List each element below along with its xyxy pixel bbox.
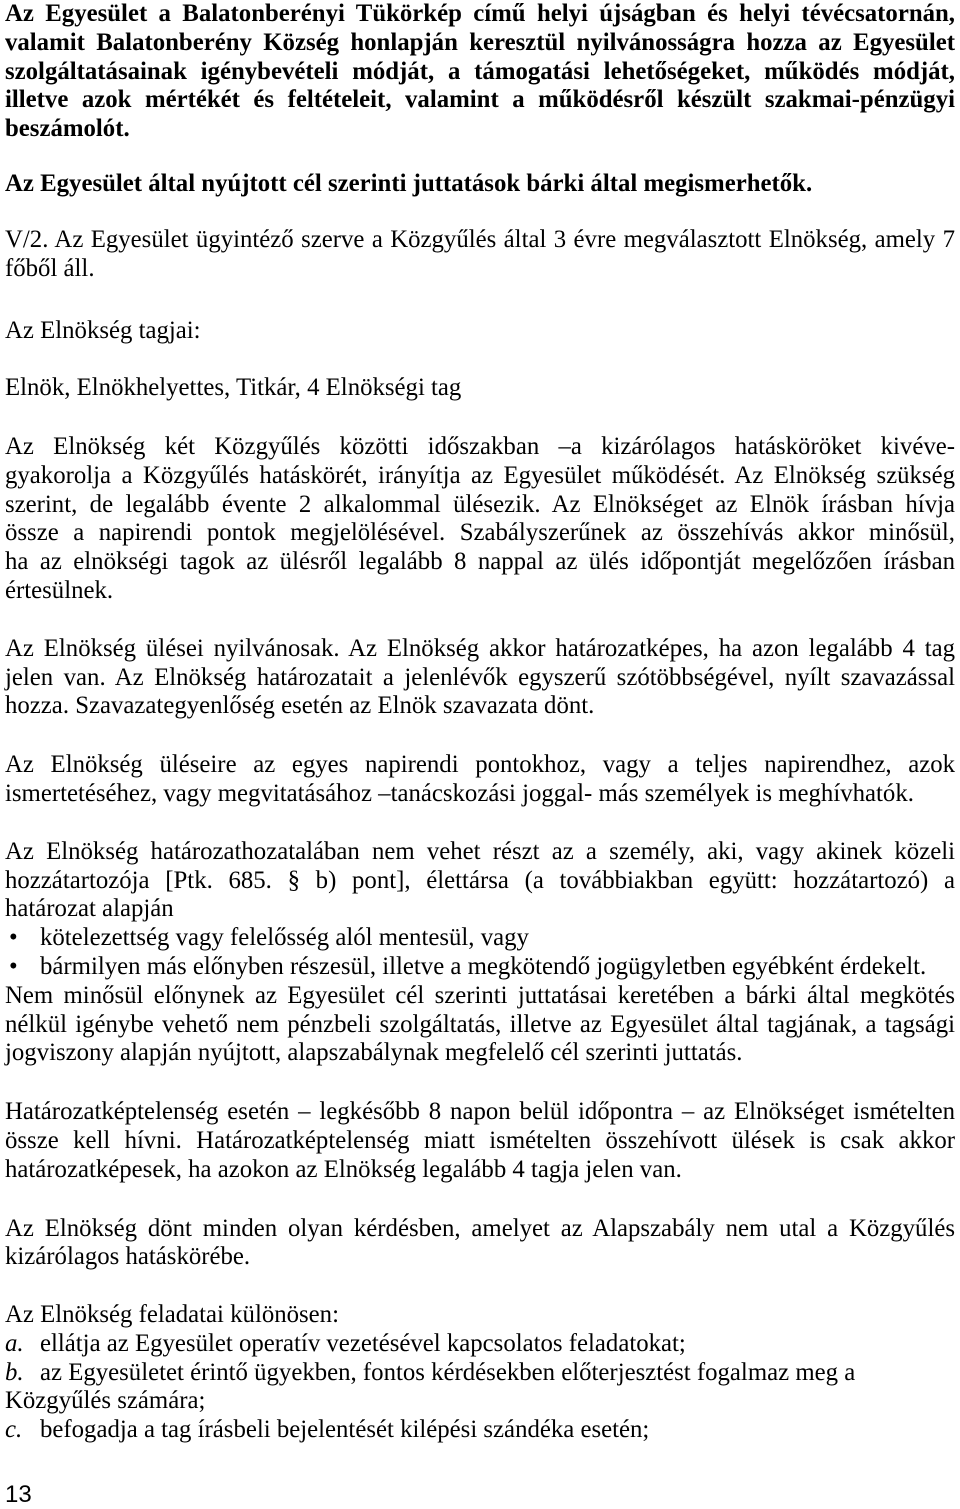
paragraph-line: értesülnek. bbox=[5, 576, 114, 604]
paragraph-line: főből áll. bbox=[5, 254, 95, 282]
paragraph-line: Az Elnökség üléseire az egyes napirendi pontokhoz, vagy a teljes napirendhez, azok bbox=[5, 751, 955, 779]
board-meetings-paragraph bbox=[5, 635, 955, 721]
paragraph-line: Az Egyesület által nyújtott cél szerinti juttatások bárki által megismerhetők. bbox=[5, 169, 813, 197]
board-powers-paragraph bbox=[5, 433, 955, 606]
paragraph-line: valamit Balatonberény Község honlapján keresztül nyilvánosságra hozza az Egyesület bbox=[5, 28, 955, 56]
paragraph-line: Nem minősül előnynek az Egyesület cél szerinti juttatásai keretében a bárki által megkötés bbox=[5, 981, 955, 1009]
paragraph-line: hozza. Szavazategyenlőség esetén az Elnök szavazata dönt. bbox=[5, 692, 595, 720]
paragraph-line: hozzátartozója [Ptk. 685. § b) pont], élettársa (a továbbiakban együtt: hozzátartozó) a bbox=[5, 866, 955, 894]
paragraph-line: nélkül igénybe vehető nem pénzbeli szolgáltatás, illetve az Egyesület által tagjának, a tagsági bbox=[5, 1010, 955, 1038]
paragraph-line: össze a napirendi pontok megjelölésével. Szabályszerűnek az összehívás akkor minősül, bbox=[5, 519, 955, 547]
paragraph-line: Határozatképtelenség esetén – legkésőbb 8 napon belül időpontra – az Elnökséget ismételten bbox=[5, 1098, 955, 1126]
paragraph-line: ha az elnökségi tagok az ülésről legalább 8 nappal az ülés időpontját megelőzően írásban bbox=[5, 548, 955, 576]
task-text: az Egyesületet érintő ügyekben, fontos kérdésekben előterjesztést fogalmaz meg a bbox=[40, 1358, 856, 1386]
board-members-list bbox=[5, 374, 955, 403]
bullet-list bbox=[5, 924, 955, 982]
paragraph-line: jelen van. Az Elnökség határozatait a jelenlévők egyszerű szótöbbségével, nyílt szavazással bbox=[5, 663, 955, 691]
list-marker: a. bbox=[5, 1329, 24, 1357]
paragraph-line: kizárólagos hatáskörébe. bbox=[5, 1243, 251, 1271]
paragraph-line: Az Elnökség két Közgyűlés közötti időszakban –a kizárólagos hatásköröket kivéve- bbox=[5, 432, 955, 460]
bullet-list-item bbox=[5, 953, 955, 982]
paragraph-line: Az Elnökség határozathozatalában nem vehet részt az a személy, aki, vagy akinek közeli bbox=[5, 837, 955, 865]
non-benefit-paragraph bbox=[5, 982, 955, 1068]
paragraph-line: Az Elnökség dönt minden olyan kérdésben, amelyet az Alapszabály nem utal a Közgyűlés bbox=[5, 1214, 955, 1242]
paragraph-line: határozatképesek, ha azokon az Elnökség legalább 4 tagja jelen van. bbox=[5, 1155, 682, 1183]
heading-line: Az Elnökség tagjai: bbox=[5, 317, 201, 345]
paragraph-line: illetve azok mértékét és feltételeit, valamint a működésről készült szakmai-pénzügyi bbox=[5, 86, 955, 114]
task-list-item bbox=[5, 1359, 955, 1388]
paragraph-line: Elnök, Elnökhelyettes, Titkár, 4 Elnökségi tag bbox=[5, 374, 462, 402]
board-tasks-section bbox=[5, 1301, 955, 1445]
paragraph-line: V/2. Az Egyesület ügyintéző szerve a Közgyűlés által 3 évre megválasztott Elnökség, amely 7 bbox=[5, 225, 955, 253]
bullet-icon: • bbox=[9, 952, 18, 980]
page-number: 13 bbox=[5, 1481, 32, 1508]
bullet-list-item bbox=[5, 924, 955, 953]
paragraph-line: Az Egyesület a Balatonberényi Tükörkép című helyi újságban és helyi tévécsatornán, bbox=[5, 0, 955, 27]
meeting-invitees-paragraph bbox=[5, 751, 955, 809]
paragraph-line: szolgáltatásainak igénybevételi módját, a támogatási lehetőségeket, működés módját, bbox=[5, 57, 955, 85]
task-text: ellátja az Egyesület operatív vezetésével kapcsolatos feladatokat; bbox=[40, 1329, 686, 1357]
board-tasks-heading: Az Elnökség feladatai különösen: bbox=[5, 1301, 339, 1329]
task-continuation-line: Közgyűlés számára; bbox=[5, 1387, 206, 1415]
decision-scope-paragraph bbox=[5, 1215, 955, 1273]
paragraph-line: határozat alapján bbox=[5, 895, 174, 923]
paragraph-line: szerint, de legalább évente 2 alkalommal ülésezik. Az Elnökséget az Elnök írásban hívja bbox=[5, 490, 955, 518]
task-text: befogadja a tag írásbeli bejelentését kilépési szándéka esetén; bbox=[40, 1416, 650, 1444]
list-marker: c. bbox=[5, 1416, 23, 1444]
paragraph-line: össze kell hívni. Határozatképtelenség miatt ismételten összehívott ülések is csak akkor bbox=[5, 1126, 955, 1154]
intro-publicity-paragraph bbox=[5, 0, 955, 144]
quorum-failure-paragraph bbox=[5, 1098, 955, 1184]
list-marker: b. bbox=[5, 1358, 24, 1386]
conflict-of-interest-paragraph bbox=[5, 838, 955, 924]
section-v2-paragraph bbox=[5, 226, 955, 284]
paragraph-line: beszámolót. bbox=[5, 115, 130, 143]
paragraph-line: Az Elnökség ülései nyilvánosak. Az Elnökség akkor határozatképes, ha azon legalább 4 tag bbox=[5, 634, 955, 662]
bullet-text: kötelezettség vagy felelősség alól mentesül, vagy bbox=[40, 924, 529, 952]
paragraph-line: ismertetéséhez, vagy megvitatásához –tanácskozási joggal- más személyek is meghívhatók. bbox=[5, 779, 914, 807]
board-members-heading bbox=[5, 317, 955, 346]
document-page bbox=[5, 0, 955, 1445]
task-list-item bbox=[5, 1330, 955, 1359]
paragraph-line: gyakorolja a Közgyűlés hatáskörét, irányítja az Egyesület működését. Az Elnökség szükség bbox=[5, 461, 955, 489]
task-list-item bbox=[5, 1416, 955, 1445]
benefits-notice-paragraph bbox=[5, 170, 955, 199]
bullet-text: bármilyen más előnyben részesül, illetve a megkötendő jogügyletben egyébként érdekelt. bbox=[40, 952, 927, 980]
conflict-of-interest-section bbox=[5, 838, 955, 1068]
bullet-icon: • bbox=[9, 924, 18, 952]
paragraph-line: jogviszony alapján nyújtott, alapszabálynak megfelelő cél szerinti juttatás. bbox=[5, 1039, 743, 1067]
